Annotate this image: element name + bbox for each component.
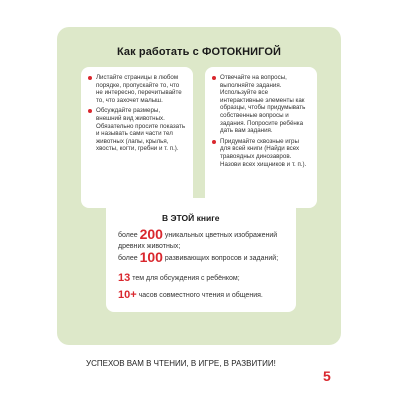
stat-row <box>118 247 278 265</box>
stat-number: 13 <box>118 272 131 284</box>
section-title: Как работать с ФОТОКНИГОЙ <box>116 46 282 58</box>
tip-text: Обсуждайте размеры, внешний вид животных. Обязательно просите показать и называть сами части тел животных (лапы, крылья, хвосты, когти, гребни и т. п.). <box>96 107 186 153</box>
bullet-icon <box>212 140 216 144</box>
stat-number: 10+ <box>118 289 137 301</box>
tips-card-right <box>205 67 317 208</box>
stat-text: тем для обсуждения с ребёнком; <box>132 275 240 282</box>
stat-row <box>118 267 240 285</box>
bullet-icon <box>212 76 216 80</box>
tip-text: Придумайте сквозные игры для всей книги (Найди всех травоядных динозавров. Назови всех хищников и т. п.). <box>220 137 307 168</box>
stat-number: 100 <box>139 249 163 265</box>
bullet-icon <box>88 109 92 113</box>
stat-text: часов совместного чтения и общения. <box>138 292 263 299</box>
stat-row <box>118 284 263 302</box>
tip-text: Отвечайте на вопросы, выполняйте задания. Используйте все интерактивные элементы как образцы, чтобы придумывать собственные вопросы и задания. Попросите ребёнка дать вам задания. <box>220 74 306 135</box>
stat-prefix: более <box>118 232 138 239</box>
tip-item <box>96 74 187 104</box>
footer-slogan: УСПЕХОВ ВАМ В ЧТЕНИИ, В ИГРЕ, В РАЗВИТИИ! <box>86 359 276 368</box>
tip-text: Листайте страницы в любом порядке, пропускайте то, что не интересно, перечитывайте то, что захочет малыш. <box>96 74 182 104</box>
stat-text-continued: древних животных; <box>118 243 181 250</box>
bullet-icon <box>88 76 92 80</box>
stats-title: В ЭТОЙ книге <box>162 213 220 223</box>
tips-card-left <box>81 67 193 208</box>
stat-prefix: более <box>118 255 138 262</box>
stat-text: развивающих вопросов и заданий; <box>164 255 279 262</box>
tip-item <box>96 107 187 153</box>
stat-text: уникальных цветных изображений <box>164 232 278 239</box>
stat-number: 200 <box>139 226 163 242</box>
page-number: 5 <box>323 368 331 384</box>
tip-item <box>220 138 311 168</box>
tip-item <box>220 74 311 135</box>
